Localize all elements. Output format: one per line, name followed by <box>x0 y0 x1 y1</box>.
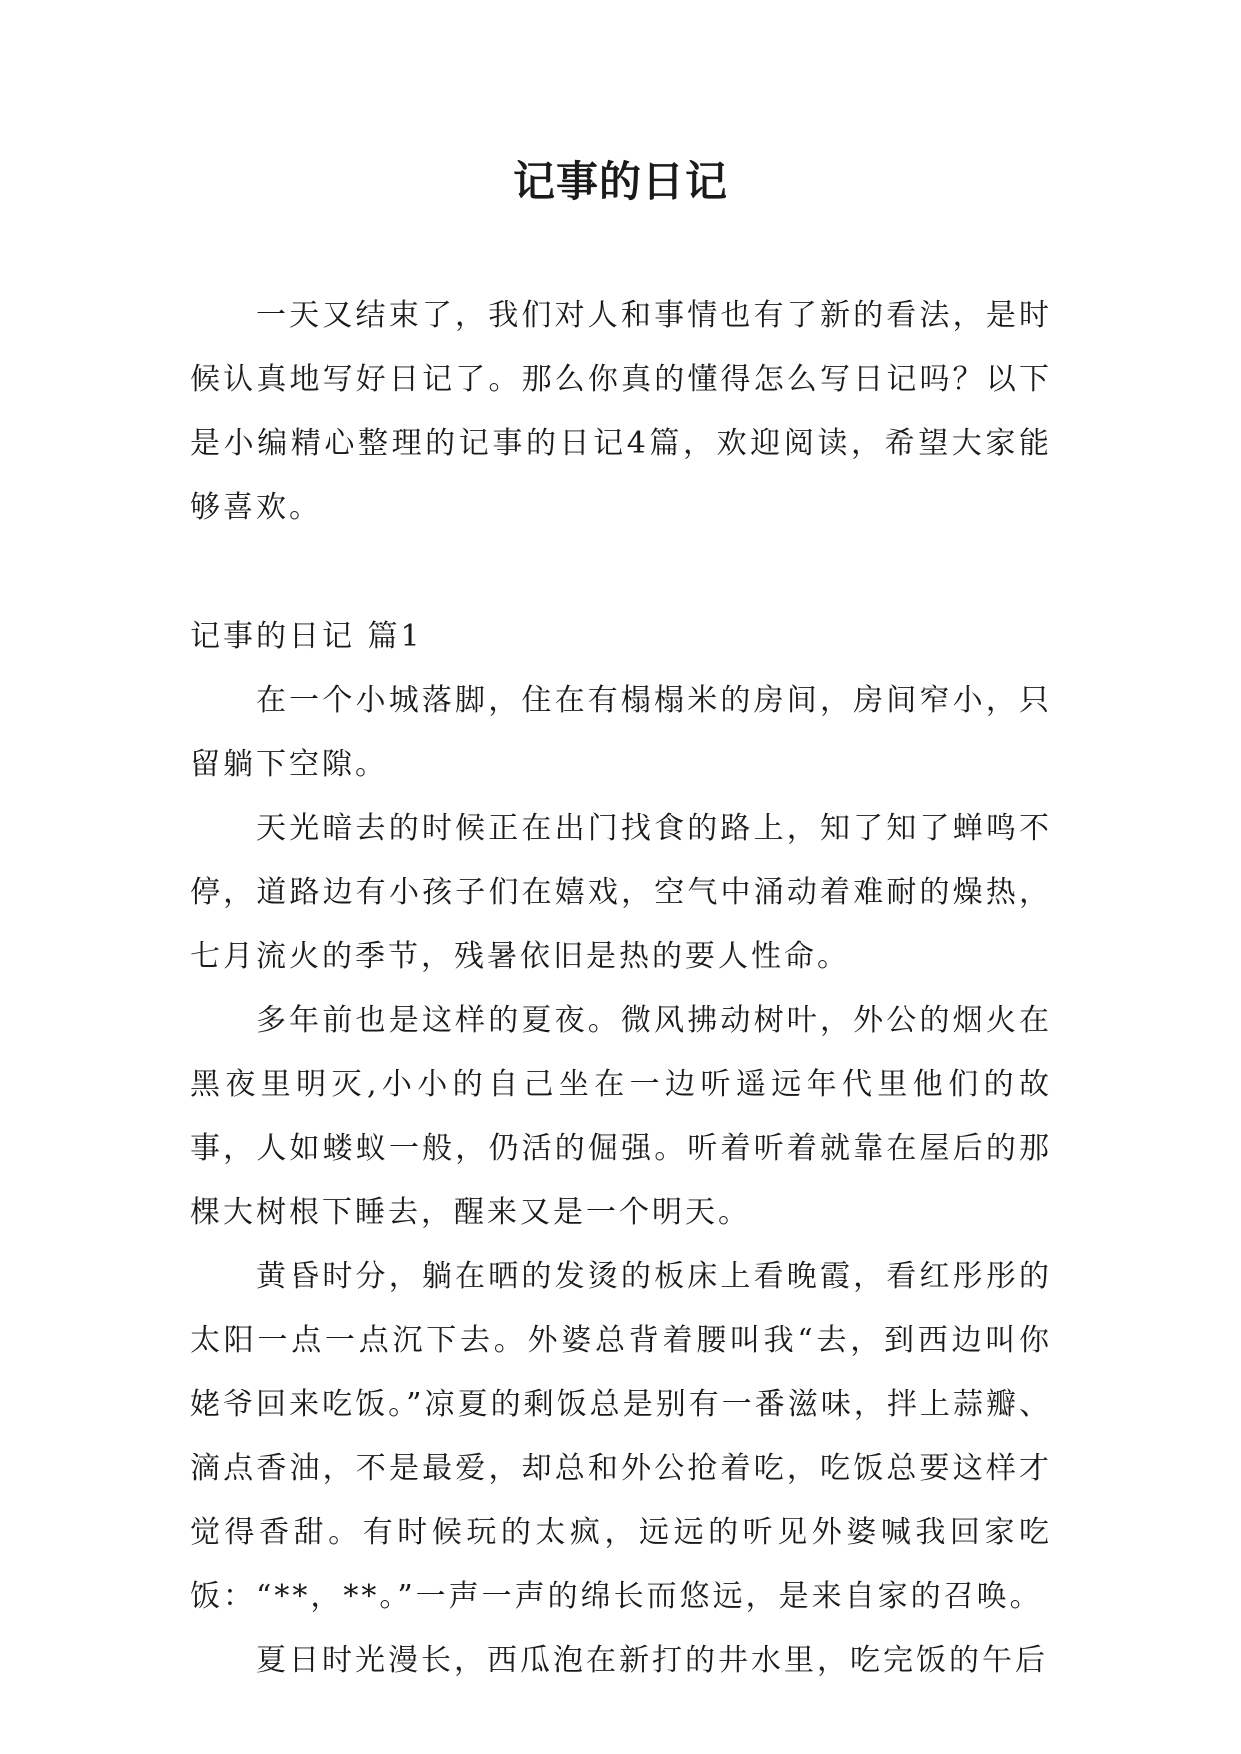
body-paragraph-4: 黄昏时分，躺在晒的发烫的板床上看晚霞，看红彤彤的太阳一点一点沉下去。外婆总背着腰叫我“去，到西边叫你姥爷回来吃饭。”凉夏的剩饭总是别有一番滋味，拌上蒜瓣、滴点香油，不是最爱，却总和外公抢着吃，吃饭总要这样才觉得香甜。有时候玩的太疯，远远的听见外婆喊我回家吃饭：“**，**。”一声一声的绵长而悠远，是来自家的召唤。 <box>190 1259 1052 1614</box>
section-heading: 记事的日记 篇1 <box>190 619 423 654</box>
body-paragraph-5: 夏日时光漫长，西瓜泡在新打的井水里，吃完饭的午后 <box>256 1643 1048 1678</box>
body-paragraph-2: 天光暗去的时候正在出门找食的路上，知了知了蝉鸣不停，道路边有小孩子们在嬉戏，空气中涌动着难耐的燥热，七月流火的季节，残暑依旧是热的要人性命。 <box>190 811 1052 974</box>
document-body <box>190 284 1052 1693</box>
intro-paragraph: 一天又结束了，我们对人和事情也有了新的看法，是时候认真地写好日记了。那么你真的懂得怎么写日记吗？以下是小编精心整理的记事的日记4篇，欢迎阅读，希望大家能够喜欢。 <box>190 298 1052 525</box>
body-paragraph-1: 在一个小城落脚，住在有榻榻米的房间，房间窄小，只留躺下空隙。 <box>190 683 1052 782</box>
body-paragraph-3: 多年前也是这样的夏夜。微风拂动树叶，外公的烟火在黑夜里明灭,小小的自己坐在一边听遥远年代里他们的故事，人如蝼蚁一般，仍活的倔强。听着听着就靠在屋后的那棵大树根下睡去，醒来又是一个明天。 <box>190 1003 1052 1230</box>
section-spacer <box>190 540 1052 605</box>
document-title: 记事的日记 <box>512 157 728 206</box>
